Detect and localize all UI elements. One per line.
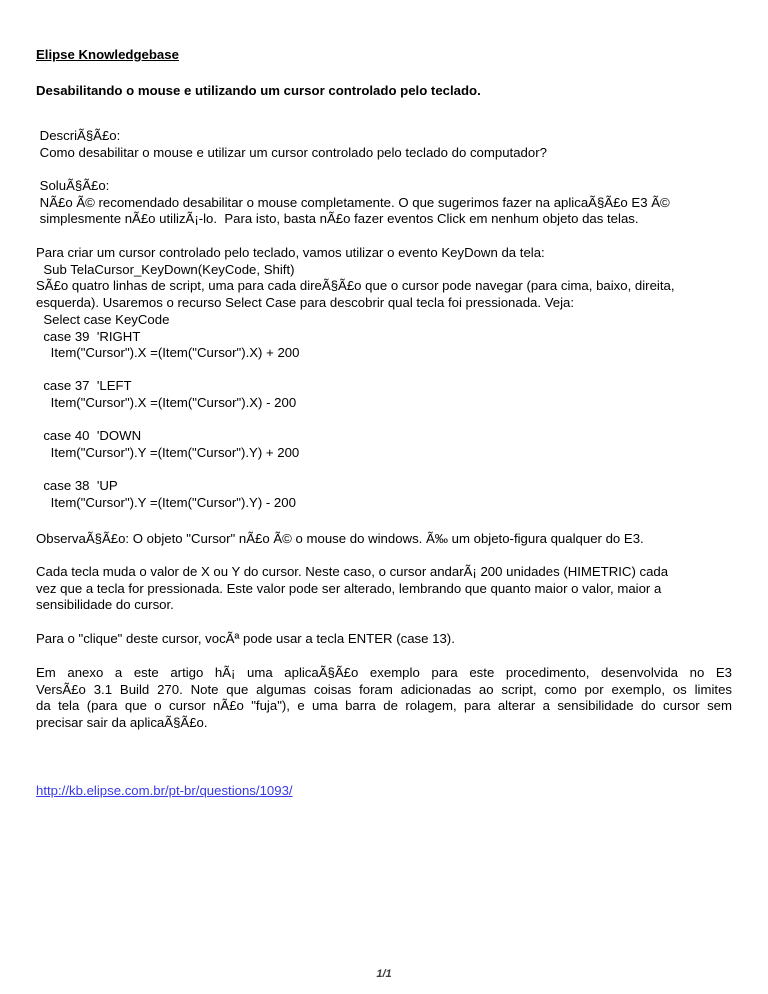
text-line: da tela (para que o cursor nÃ£o "fuja"), e uma barra de rolagem, para alterar a sensibilidade do cursor sem <box>36 698 732 714</box>
text-line: Para o "clique" deste cursor, vocÃª pode usar a tecla ENTER (case 13). <box>36 631 455 646</box>
paragraph-solucao <box>36 178 732 228</box>
text-line: Como desabilitar o mouse e utilizar um cursor controlado pelo teclado do computador? <box>36 144 547 160</box>
code-line: Item("Cursor").X =(Item("Cursor").X) + 200 <box>36 345 300 361</box>
text-line: VersÃ£o 3.1 Build 270. Note que algumas coisas foram adicionadas ao script, como por exemplo, os limites <box>36 681 732 697</box>
doc-heading: Desabilitando o mouse e utilizando um cursor controlado pelo teclado. <box>36 83 481 98</box>
code-case-down <box>36 428 732 461</box>
code-case-left <box>36 378 732 411</box>
code-line: Select case KeyCode <box>36 311 170 327</box>
paragraph-sensibilidade <box>36 564 732 614</box>
kb-article-link[interactable]: http://kb.elipse.com.br/pt-br/questions/1093/ <box>36 783 293 798</box>
text-line: DescriÃ§Ã£o: <box>36 128 121 143</box>
text-line: NÃ£o Ã© recomendado desabilitar o mouse completamente. O que sugerimos fazer na aplicaÃ§Ã£o E3 Ã© <box>36 194 670 210</box>
code-line: case 37 'LEFT <box>36 378 132 393</box>
link-row <box>36 783 732 800</box>
code-line: Sub TelaCursor_KeyDown(KeyCode, Shift) <box>36 261 295 277</box>
code-line: Item("Cursor").Y =(Item("Cursor").Y) + 200 <box>36 444 300 460</box>
code-line: Item("Cursor").X =(Item("Cursor").X) - 200 <box>36 394 297 410</box>
code-line: case 39 'RIGHT <box>36 328 141 344</box>
paragraph-keydown-script <box>36 245 732 362</box>
paragraph-clique <box>36 631 732 648</box>
text-line: SoluÃ§Ã£o: <box>36 178 110 193</box>
doc-title: Elipse Knowledgebase <box>36 47 179 62</box>
paragraph-observacao <box>36 531 732 548</box>
code-case-up <box>36 478 732 511</box>
code-line: case 38 'UP <box>36 478 118 493</box>
text-line: simplesmente nÃ£o utilizÃ¡-lo. Para isto, basta nÃ£o fazer eventos Click em nenhum objeto das telas. <box>36 211 639 227</box>
text-line: precisar sair da aplicaÃ§Ã£o. <box>36 715 208 731</box>
text-line: Cada tecla muda o valor de X ou Y do cursor. Neste caso, o cursor andarÃ¡ 200 unidades (HIMETRIC) cada <box>36 564 669 579</box>
text-line: ObservaÃ§Ã£o: O objeto "Cursor" nÃ£o Ã© o mouse do windows. Ã‰ um objeto-figura qualquer do E3. <box>36 531 644 546</box>
text-line: Para criar um cursor controlado pelo teclado, vamos utilizar o evento KeyDown da tela: <box>36 245 545 260</box>
page-number: 1/1 <box>376 968 392 980</box>
text-line: SÃ£o quatro linhas de script, uma para cada direÃ§Ã£o que o cursor pode navegar (para cima, baixo, direita, <box>36 278 675 294</box>
text-line: esquerda). Usaremos o recurso Select Case para descobrir qual tecla foi pressionada. Veja: <box>36 295 575 311</box>
text-line: sensibilidade do cursor. <box>36 597 174 613</box>
paragraph-anexo <box>36 665 732 732</box>
code-line: case 40 'DOWN <box>36 428 142 443</box>
code-line: Item("Cursor").Y =(Item("Cursor").Y) - 200 <box>36 494 296 510</box>
text-line: Em anexo a este artigo hÃ¡ uma aplicaÃ§Ã£o exemplo para este procedimento, desenvolvida no E3 <box>36 665 732 680</box>
paragraph-descricao <box>36 128 732 161</box>
text-line: vez que a tecla for pressionada. Este valor pode ser alterado, lembrando que quanto maior o valor, maior a <box>36 580 662 596</box>
